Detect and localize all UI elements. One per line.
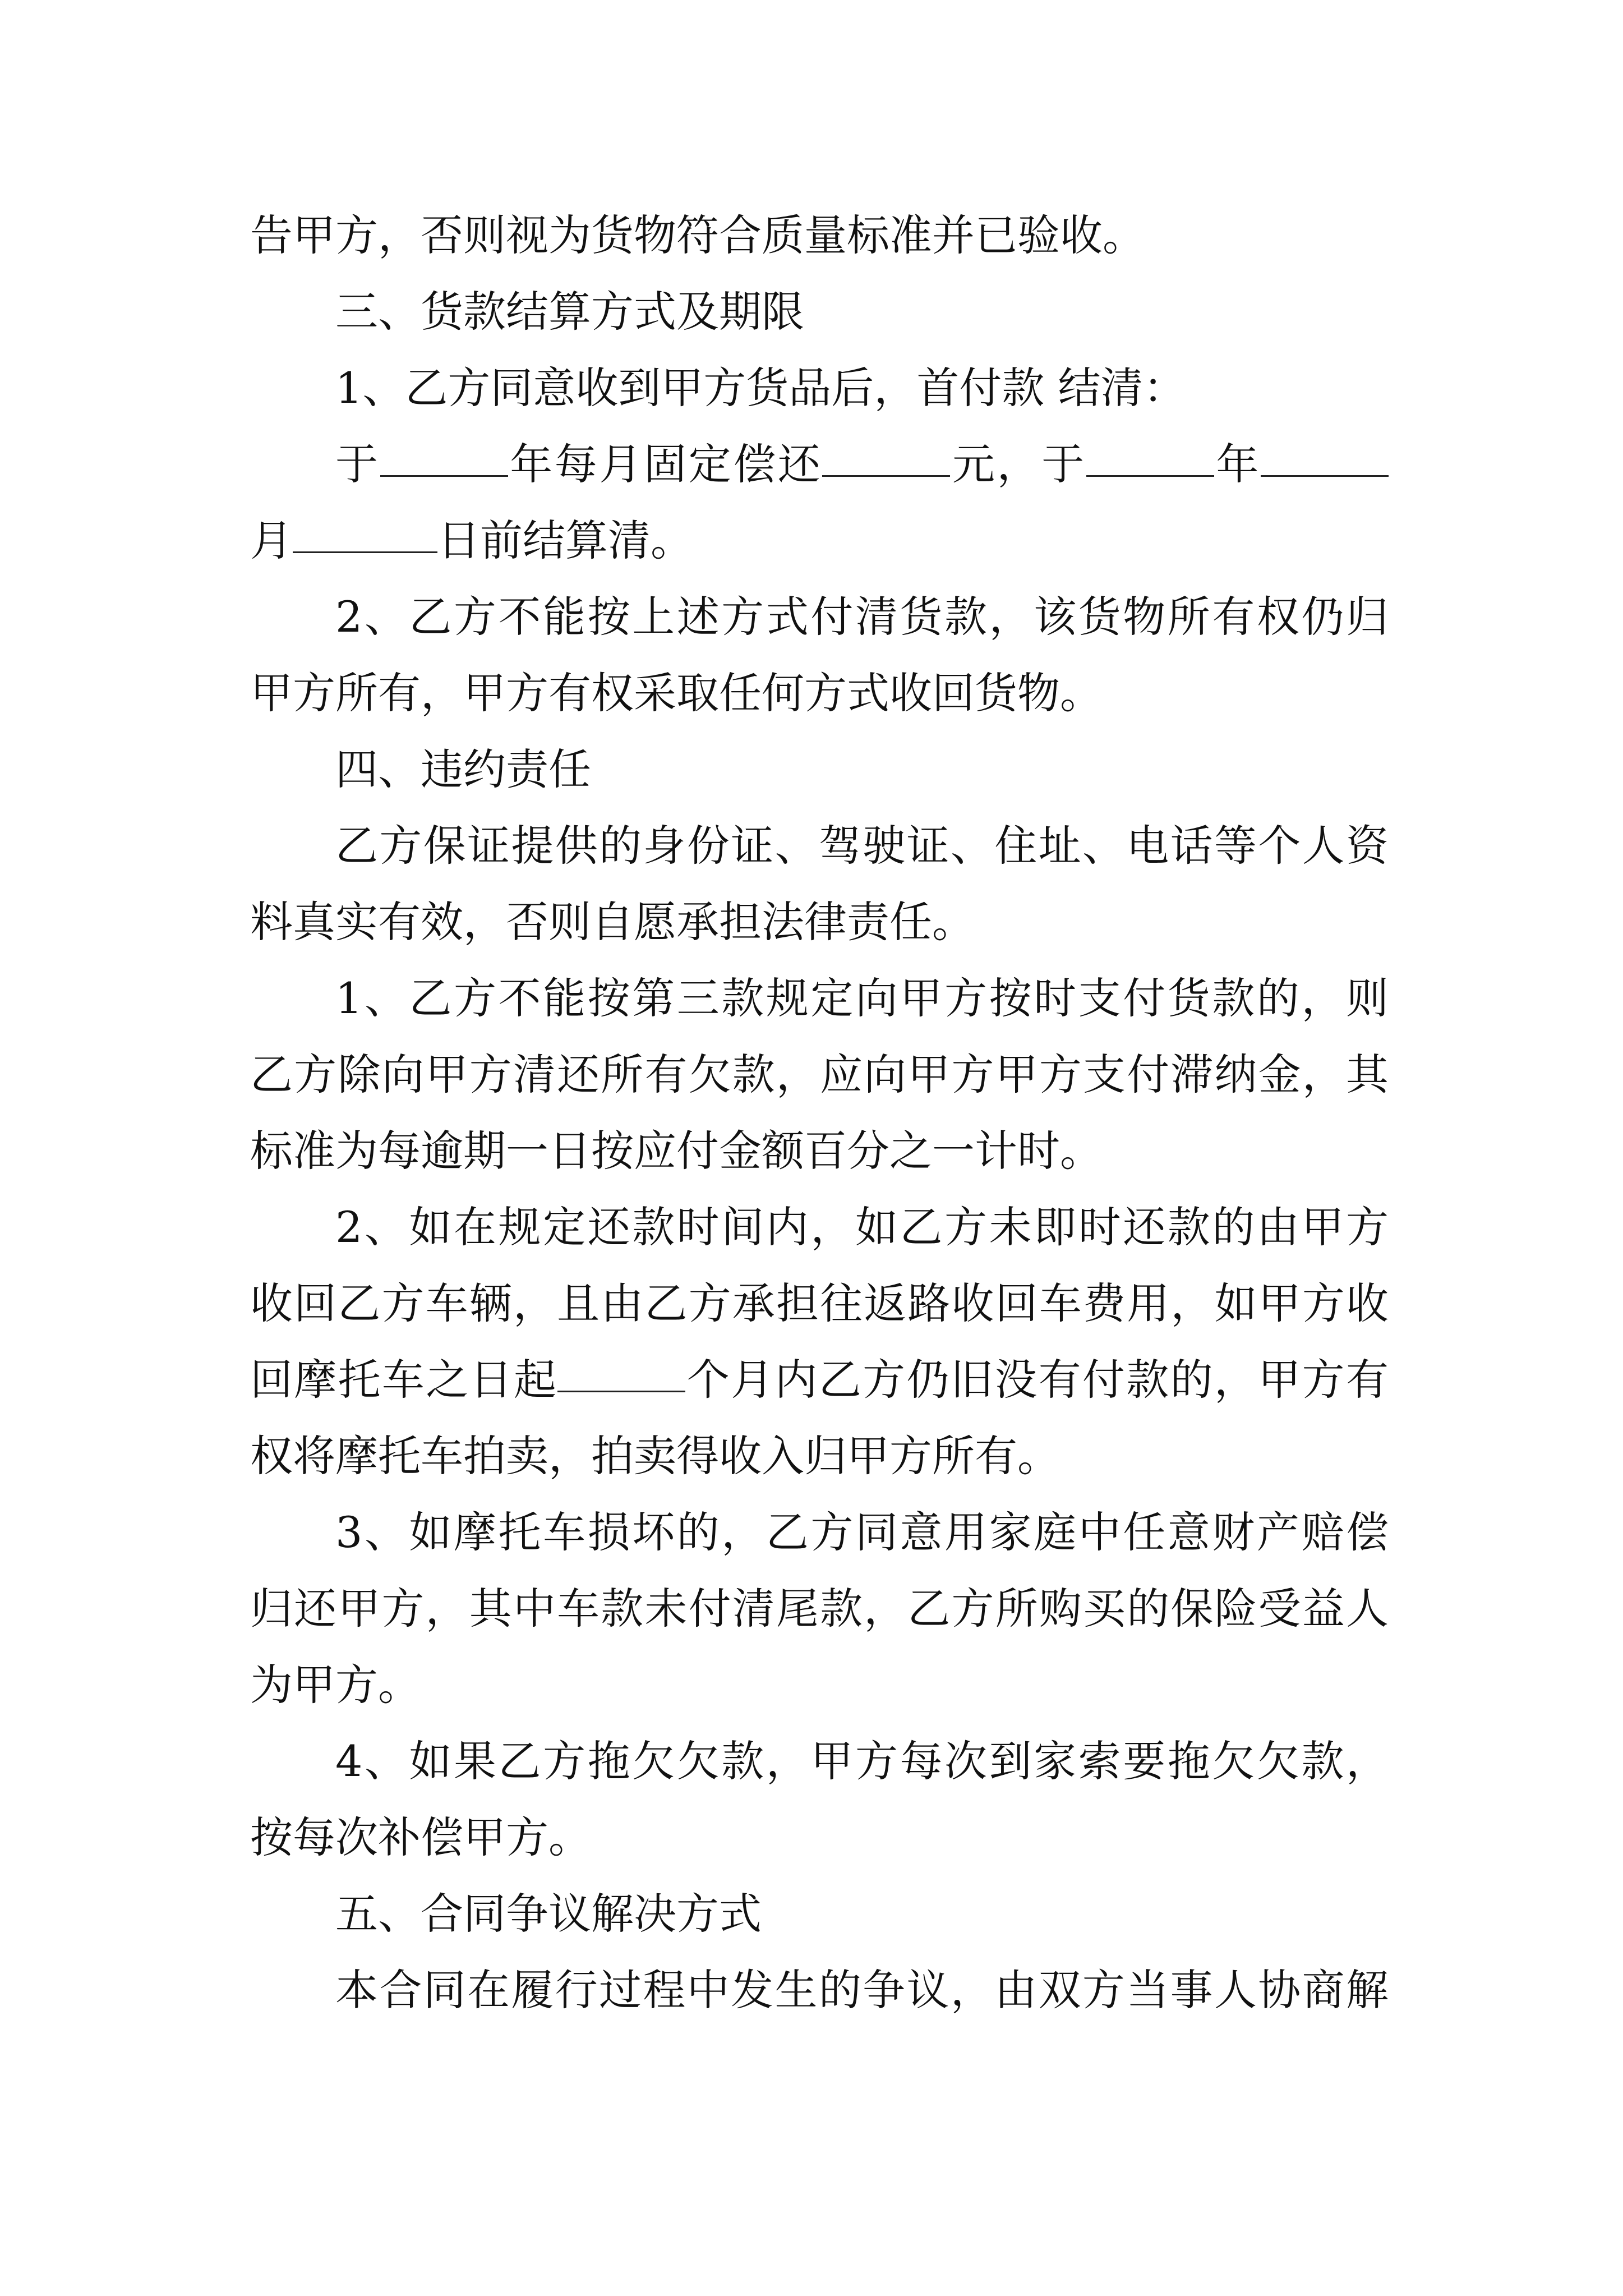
text-fragment: 年每月固定偿还 (508, 439, 823, 489)
text-fragment: 个月内乙方仍旧没有付款的，甲方有 (685, 1355, 1389, 1405)
paragraph-line: 1、乙方同意收到甲方货品后，首付款 结清： (335, 363, 1186, 413)
fill-in-blank-year[interactable] (1086, 475, 1214, 477)
paragraph-line: 本合同在履行过程中发生的争议，由双方当事人协商解 (335, 1965, 1389, 2015)
section-heading-payment: 三、货款结算方式及期限 (335, 287, 804, 337)
text-fragment: 回摩托车之日起 (250, 1355, 558, 1405)
payment-deadline-line (250, 503, 1389, 579)
paragraph-line: 4、如果乙方拖欠欠款，甲方每次到家索要拖欠欠款， (335, 1736, 1389, 1786)
text-fragment: 于 (335, 439, 380, 489)
paragraph-line: 按每次补偿甲方。 (250, 1812, 591, 1862)
text-fragment: 日前结算清。 (437, 516, 693, 565)
text-fragment: 元，于 (950, 439, 1086, 489)
fill-in-blank-months[interactable] (557, 1390, 685, 1392)
fill-in-blank-day[interactable] (293, 551, 437, 553)
fill-in-blank-year[interactable] (380, 475, 508, 477)
paragraph-line: 3、如摩托车损坏的，乙方同意用家庭中任意财产赔偿 (335, 1507, 1389, 1557)
text-fragment: 月 (250, 516, 293, 565)
paragraph-line: 告甲方，否则视为货物符合质量标准并已验收。 (250, 210, 1145, 260)
fill-in-blank-month[interactable] (1261, 475, 1389, 477)
fill-in-blank-amount[interactable] (822, 475, 950, 477)
paragraph-line: 权将摩托车拍卖，拍卖得收入归甲方所有。 (250, 1431, 1060, 1481)
paragraph-line: 1、乙方不能按第三款规定向甲方按时支付货款的，则 (335, 973, 1389, 1023)
paragraph-line: 2、如在规定还款时间内，如乙方未即时还款的由甲方 (335, 1202, 1389, 1252)
paragraph-line: 乙方保证提供的身份证、驾驶证、住址、电话等个人资 (335, 821, 1389, 871)
paragraph-line: 料真实有效，否则自愿承担法律责任。 (250, 897, 975, 947)
repossession-period-line (250, 1342, 1389, 1418)
paragraph-line: 2、乙方不能按上述方式付清货款，该货物所有权仍归 (335, 592, 1389, 642)
contract-body (250, 197, 1389, 2028)
paragraph-line: 归还甲方，其中车款未付清尾款，乙方所购买的保险受益人 (250, 1584, 1389, 1634)
paragraph-line: 乙方除向甲方清还所有欠款，应向甲方甲方支付滞纳金，其 (250, 1050, 1389, 1099)
paragraph-line: 甲方所有，甲方有权采取任何方式收回货物。 (250, 668, 1103, 718)
paragraph-line: 为甲方。 (250, 1660, 421, 1710)
section-heading-liability: 四、违约责任 (335, 744, 591, 794)
paragraph-line: 标准为每逾期一日按应付金额百分之一计时。 (250, 1126, 1103, 1176)
text-fragment: 年 (1214, 439, 1261, 489)
payment-schedule-line (250, 426, 1389, 503)
paragraph-line: 收回乙方车辆，且由乙方承担往返路收回车费用，如甲方收 (250, 1278, 1389, 1328)
section-heading-dispute: 五、合同争议解决方式 (335, 1889, 762, 1939)
